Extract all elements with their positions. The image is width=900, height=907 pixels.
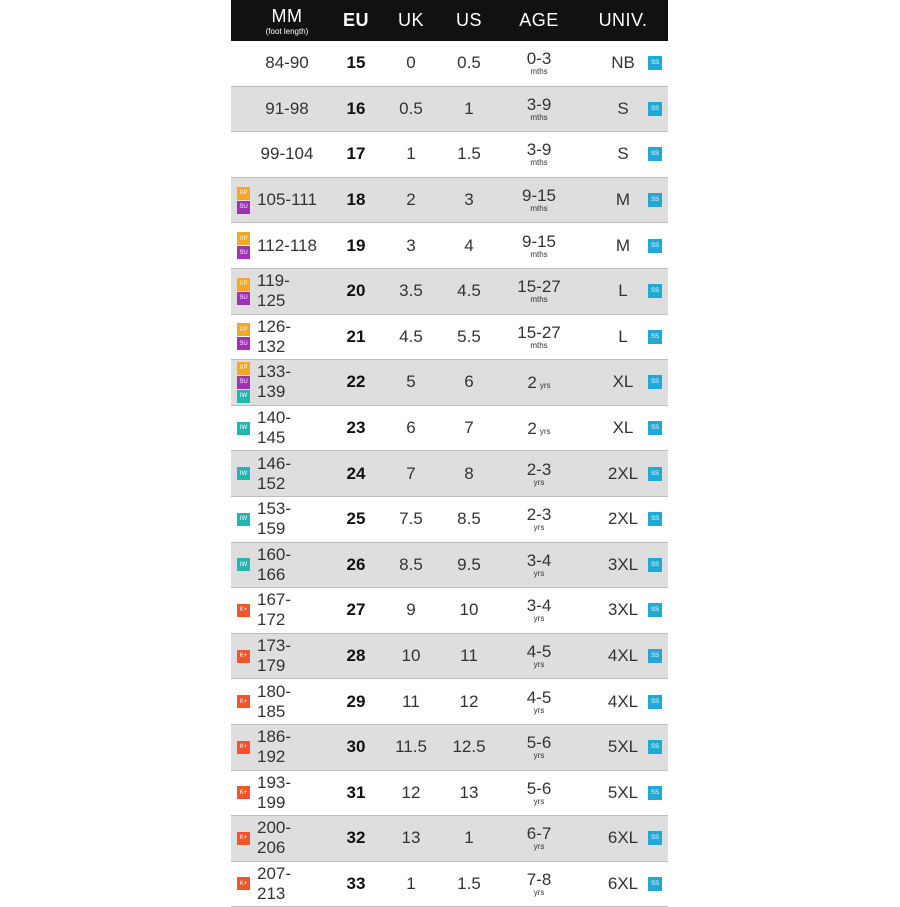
univ-value: 6XL — [607, 828, 639, 848]
eu-value: 21 — [346, 326, 366, 346]
uk-value: 3 — [406, 235, 416, 255]
us-value: 10 — [459, 600, 479, 620]
eu-value: 16 — [346, 98, 366, 118]
age-unit: yrs — [533, 660, 545, 670]
ss-badge: SS — [648, 512, 662, 526]
product-badges — [237, 178, 250, 223]
eu-value: 30 — [346, 737, 366, 757]
mm-cell — [231, 543, 343, 588]
age-unit: yrs — [539, 426, 551, 436]
age-unit: mths — [530, 67, 548, 77]
age-unit: yrs — [533, 751, 545, 761]
product-badges — [237, 360, 250, 405]
table-row — [231, 588, 668, 634]
eu-value: 28 — [346, 646, 366, 666]
header-mm-label: MM — [271, 5, 303, 26]
uk-value: 7 — [406, 463, 416, 483]
table-row — [231, 725, 668, 771]
mm-value: 105-111 — [257, 190, 317, 210]
ss-badge: SS — [648, 56, 662, 70]
us-value: 7 — [464, 418, 474, 438]
eu-value: 15 — [346, 53, 366, 73]
uk-value: 0.5 — [399, 98, 423, 118]
xp-badge: XP — [237, 362, 250, 375]
mm-cell — [231, 771, 343, 816]
su-badge: SU — [237, 201, 250, 214]
xp-badge: XP — [237, 323, 250, 336]
k-plus-badge: K+ — [237, 604, 250, 617]
age-cell — [511, 497, 567, 542]
mm-value: 99-104 — [260, 144, 314, 164]
age-inline — [527, 420, 550, 437]
age-cell — [511, 451, 567, 496]
header-univ: UNIV. — [598, 10, 648, 30]
ss-badge: SS — [648, 467, 662, 481]
table-row — [231, 360, 668, 406]
age-cell — [511, 132, 567, 177]
table-row — [231, 543, 668, 589]
mm-value: 91-98 — [265, 98, 309, 118]
univ-value: 5XL — [607, 782, 639, 802]
uk-value: 2 — [406, 190, 416, 210]
mm-cell — [231, 223, 343, 268]
header-uk: UK — [397, 10, 424, 30]
univ-value: 6XL — [607, 873, 639, 893]
k-plus-badge: K+ — [237, 832, 250, 845]
age-value: 4-5 — [526, 642, 552, 662]
age-cell — [511, 269, 567, 314]
age-unit: mths — [530, 112, 548, 122]
age-unit: mths — [530, 204, 548, 214]
mm-cell — [231, 360, 343, 405]
us-value: 6 — [464, 372, 474, 392]
table-row — [231, 178, 668, 224]
ss-badge: SS — [648, 695, 662, 709]
product-badges — [237, 406, 250, 451]
age-value: 15-27 — [517, 277, 561, 297]
us-value: 4.5 — [457, 281, 481, 301]
mm-cell — [231, 132, 343, 177]
header-us: US — [455, 10, 482, 30]
mm-cell — [231, 497, 343, 542]
k-plus-badge: K+ — [237, 695, 250, 708]
uk-value: 9 — [406, 600, 416, 620]
age-unit: mths — [530, 158, 548, 168]
univ-value: 2XL — [607, 509, 639, 529]
age-unit: yrs — [533, 796, 545, 806]
eu-value: 33 — [346, 873, 366, 893]
mm-cell — [231, 588, 343, 633]
ss-badge: SS — [648, 239, 662, 253]
uk-value: 0 — [406, 53, 416, 73]
eu-value: 25 — [346, 509, 366, 529]
eu-value: 29 — [346, 691, 366, 711]
product-badges — [237, 497, 250, 542]
age-value: 3-9 — [526, 140, 552, 160]
mm-value: 207-213 — [257, 863, 292, 903]
age-unit: mths — [530, 340, 548, 350]
us-value: 11 — [460, 646, 478, 666]
mm-cell — [231, 269, 343, 314]
mm-value: 126-132 — [257, 316, 292, 356]
table-row — [231, 315, 668, 361]
product-badges — [237, 543, 250, 588]
uk-value: 1 — [406, 144, 416, 164]
table-row — [231, 634, 668, 680]
table-row — [231, 451, 668, 497]
us-value: 8.5 — [457, 509, 481, 529]
k-plus-badge: K+ — [237, 786, 250, 799]
univ-value: XL — [612, 372, 634, 392]
us-value: 12.5 — [452, 737, 486, 757]
mm-cell — [231, 816, 343, 861]
eu-value: 20 — [346, 281, 366, 301]
product-badges — [237, 771, 250, 816]
age-cell — [511, 816, 567, 861]
table-row — [231, 816, 668, 862]
product-badges — [237, 634, 250, 679]
su-badge: SU — [237, 292, 250, 305]
mm-cell — [231, 41, 343, 86]
mm-cell — [231, 87, 343, 132]
age-value: 4-5 — [526, 687, 552, 707]
table-body — [231, 41, 668, 907]
ss-badge: SS — [648, 831, 662, 845]
univ-value: 3XL — [607, 600, 639, 620]
age-cell — [511, 679, 567, 724]
univ-value: M — [615, 235, 631, 255]
age-cell — [511, 771, 567, 816]
header-row — [231, 0, 668, 41]
ss-badge: SS — [648, 330, 662, 344]
age-unit: yrs — [533, 523, 545, 533]
xp-badge: XP — [237, 232, 250, 245]
univ-value: NB — [611, 53, 635, 73]
uk-value: 8.5 — [399, 554, 423, 574]
us-value: 9.5 — [457, 554, 481, 574]
xp-badge: XP — [237, 187, 250, 200]
age-cell — [511, 223, 567, 268]
su-badge: SU — [237, 376, 250, 389]
table-row — [231, 497, 668, 543]
mm-value: 133-139 — [257, 362, 292, 402]
univ-value: S — [617, 98, 629, 118]
univ-value: 2XL — [607, 463, 639, 483]
eu-value: 27 — [346, 600, 366, 620]
uk-value: 1 — [406, 873, 416, 893]
age-unit: yrs — [533, 477, 545, 487]
uk-value: 7.5 — [399, 509, 423, 529]
univ-value: XL — [612, 418, 634, 438]
product-badges — [237, 269, 250, 314]
su-badge: SU — [237, 337, 250, 350]
table-row — [231, 679, 668, 725]
ss-badge: SS — [648, 786, 662, 800]
uk-value: 11.5 — [395, 737, 427, 757]
age-value: 2-3 — [526, 505, 552, 525]
eu-value: 31 — [346, 782, 366, 802]
age-unit: yrs — [533, 568, 545, 578]
eu-value: 26 — [346, 554, 366, 574]
age-cell — [511, 360, 567, 405]
us-value: 13 — [459, 782, 479, 802]
ss-badge: SS — [648, 147, 662, 161]
mm-cell — [231, 679, 343, 724]
product-badges — [237, 315, 250, 360]
mm-value: 167-172 — [257, 590, 292, 630]
ss-badge: SS — [648, 193, 662, 207]
mm-cell — [231, 178, 343, 223]
age-cell — [511, 725, 567, 770]
univ-value: 3XL — [607, 554, 639, 574]
age-value: 9-15 — [521, 186, 557, 206]
header-mm — [251, 0, 323, 41]
age-value: 9-15 — [521, 231, 557, 251]
mm-value: 193-199 — [257, 772, 292, 812]
mm-value: 84-90 — [265, 53, 309, 73]
product-badges — [237, 679, 250, 724]
table-row — [231, 269, 668, 315]
ss-badge: SS — [648, 421, 662, 435]
mm-value: 140-145 — [257, 408, 292, 448]
univ-value: 5XL — [607, 737, 639, 757]
us-value: 3 — [464, 190, 474, 210]
uk-value: 13 — [401, 828, 421, 848]
mm-cell — [231, 725, 343, 770]
ss-badge: SS — [648, 740, 662, 754]
iw-badge: IW — [237, 558, 250, 571]
ss-badge: SS — [648, 877, 662, 891]
ss-badge: SS — [648, 649, 662, 663]
age-value: 6-7 — [526, 824, 552, 844]
mm-cell — [231, 406, 343, 451]
age-unit: yrs — [533, 887, 545, 897]
ss-badge: SS — [648, 284, 662, 298]
table-row — [231, 406, 668, 452]
iw-badge: IW — [237, 467, 250, 480]
age-unit: yrs — [533, 705, 545, 715]
univ-value: 4XL — [607, 691, 639, 711]
product-badges — [237, 451, 250, 496]
product-badges — [237, 588, 250, 633]
age-cell — [511, 178, 567, 223]
product-badges — [237, 725, 250, 770]
uk-value: 10 — [401, 646, 421, 666]
mm-value: 186-192 — [257, 727, 292, 767]
age-cell — [511, 87, 567, 132]
age-inline — [527, 374, 550, 391]
age-value: 15-27 — [517, 322, 561, 342]
age-value: 5-6 — [526, 778, 552, 798]
mm-cell — [231, 451, 343, 496]
table-row — [231, 862, 668, 907]
xp-badge: XP — [237, 278, 250, 291]
product-badges — [237, 223, 250, 268]
us-value: 1 — [464, 98, 474, 118]
univ-value: 4XL — [607, 646, 639, 666]
header-age: AGE — [519, 10, 559, 30]
age-value: 3-9 — [526, 94, 552, 114]
us-value: 4 — [464, 235, 474, 255]
age-cell — [511, 406, 567, 451]
mm-value: 200-206 — [257, 818, 292, 858]
table-row — [231, 87, 668, 133]
mm-value: 153-159 — [257, 499, 292, 539]
table-row — [231, 132, 668, 178]
univ-value: L — [618, 281, 628, 301]
age-value: 5-6 — [526, 733, 552, 753]
size-chart — [231, 0, 668, 907]
age-value: 2 — [527, 372, 537, 392]
eu-value: 17 — [346, 144, 366, 164]
mm-value: 173-179 — [257, 636, 292, 676]
ss-badge: SS — [648, 558, 662, 572]
age-value: 2-3 — [526, 459, 552, 479]
mm-cell — [231, 634, 343, 679]
uk-value: 12 — [401, 782, 421, 802]
us-value: 1.5 — [457, 144, 481, 164]
us-value: 8 — [464, 463, 474, 483]
eu-value: 19 — [346, 235, 366, 255]
eu-value: 24 — [346, 463, 366, 483]
table-row — [231, 223, 668, 269]
age-unit: mths — [530, 295, 548, 305]
age-value: 3-4 — [526, 550, 552, 570]
ss-badge: SS — [648, 102, 662, 116]
table-row — [231, 771, 668, 817]
us-value: 1.5 — [457, 873, 481, 893]
uk-value: 3.5 — [399, 281, 423, 301]
univ-value: M — [615, 190, 631, 210]
age-cell — [511, 315, 567, 360]
mm-value: 160-166 — [257, 544, 292, 584]
uk-value: 4.5 — [399, 326, 423, 346]
mm-value: 112-118 — [257, 235, 317, 255]
age-value: 3-4 — [526, 596, 552, 616]
mm-value: 146-152 — [257, 453, 292, 493]
eu-value: 18 — [346, 190, 366, 210]
k-plus-badge: K+ — [237, 650, 250, 663]
iw-badge: IW — [237, 513, 250, 526]
ss-badge: SS — [648, 375, 662, 389]
uk-value: 11 — [402, 691, 420, 711]
univ-value: S — [617, 144, 629, 164]
us-value: 5.5 — [457, 326, 481, 346]
k-plus-badge: K+ — [237, 877, 250, 890]
mm-cell — [231, 315, 343, 360]
age-value: 7-8 — [526, 869, 552, 889]
age-cell — [511, 634, 567, 679]
mm-value: 119-125 — [257, 271, 290, 311]
age-unit: mths — [530, 249, 548, 259]
product-badges — [237, 816, 250, 861]
age-unit: yrs — [533, 614, 545, 624]
univ-value: L — [618, 326, 628, 346]
age-unit: yrs — [533, 842, 545, 852]
eu-value: 32 — [346, 828, 366, 848]
uk-value: 6 — [406, 418, 416, 438]
age-unit: yrs — [539, 380, 551, 390]
eu-value: 22 — [346, 372, 366, 392]
age-cell — [511, 588, 567, 633]
age-value: 0-3 — [526, 49, 552, 69]
ss-badge: SS — [648, 603, 662, 617]
age-cell — [511, 41, 567, 86]
table-row — [231, 41, 668, 87]
su-badge: SU — [237, 246, 250, 259]
iw-badge: IW — [237, 390, 250, 403]
age-cell — [511, 543, 567, 588]
header-eu: EU — [342, 10, 369, 30]
iw-badge: IW — [237, 422, 250, 435]
us-value: 1 — [464, 828, 474, 848]
k-plus-badge: K+ — [237, 741, 250, 754]
us-value: 12 — [459, 691, 479, 711]
us-value: 0.5 — [457, 53, 481, 73]
eu-value: 23 — [346, 418, 366, 438]
uk-value: 5 — [406, 372, 416, 392]
age-value: 2 — [527, 418, 537, 438]
mm-value: 180-185 — [257, 681, 292, 721]
header-mm-sublabel: (foot length) — [265, 26, 309, 36]
